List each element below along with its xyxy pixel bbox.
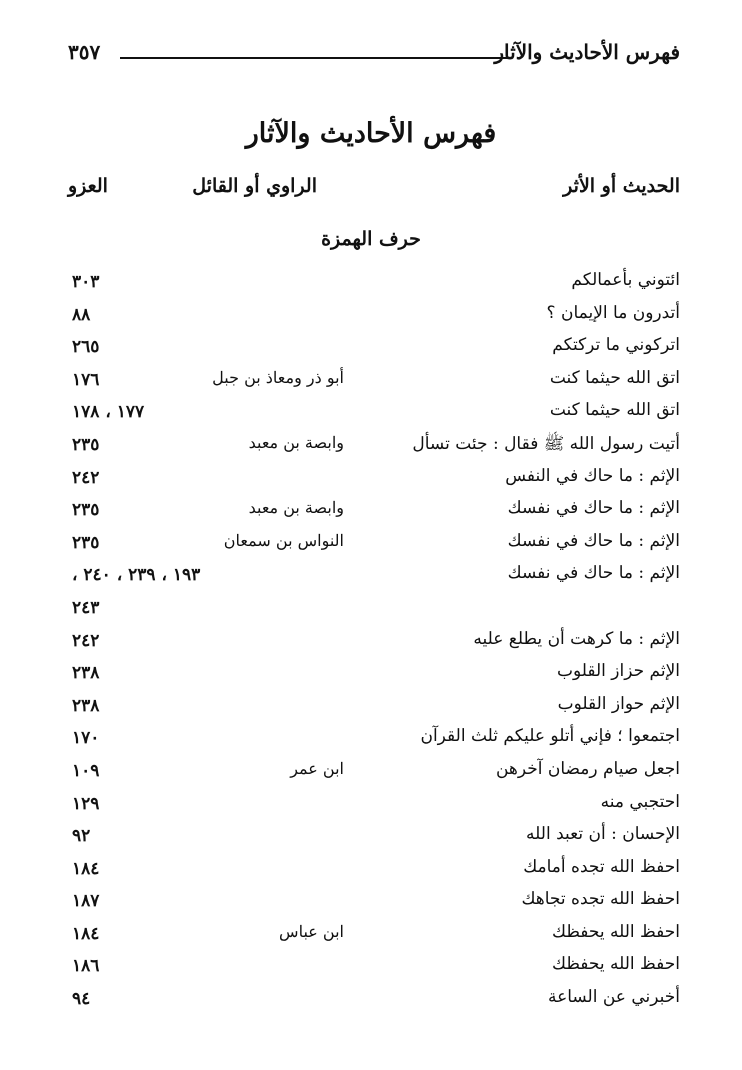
column-header-narrator: الراوي أو القائل: [192, 175, 317, 197]
hadith-text: الإثم حواز القلوب: [557, 693, 680, 714]
page-reference: ٢٤٢: [72, 630, 100, 651]
section-heading: حرف الهمزة: [321, 228, 421, 250]
index-entry: [0, 398, 742, 431]
running-title: فهرس الأحاديث والآثار: [494, 40, 680, 64]
page-reference: ١٢٩: [72, 793, 100, 814]
index-entry-continuation: [0, 594, 742, 627]
page-reference: ٢٣٥: [72, 434, 100, 455]
index-entry: [0, 366, 742, 399]
index-entry: [0, 920, 742, 953]
hadith-text: أتيت رسول الله ﷺ فقال : جئت تسأل: [412, 433, 680, 454]
index-entry: [0, 431, 742, 464]
index-entry: [0, 301, 742, 334]
hadith-text: الإثم : ما حاك في نفسك: [507, 530, 680, 551]
index-entry: [0, 627, 742, 660]
page-reference: ٩٤: [72, 989, 91, 1010]
index-entries: [0, 268, 742, 1018]
page-reference: ٢٣٨: [72, 663, 100, 684]
narrator-name: أبو ذر ومعاذ بن جبل: [212, 367, 344, 387]
index-entry: [0, 724, 742, 757]
index-entry: [0, 790, 742, 823]
narrator-name: وابصة بن معبد: [248, 498, 344, 518]
hadith-text: احفظ الله تجده تجاهك: [521, 889, 680, 910]
index-entry: [0, 659, 742, 692]
page-reference: ١٨٤: [72, 858, 100, 879]
hadith-text: أتدرون ما الإيمان ؟: [546, 302, 680, 323]
hadith-text: اتق الله حيثما كنت: [549, 400, 680, 421]
page-reference: ١٧٧ ، ١٧٨: [72, 402, 145, 423]
page-reference: ١٧٦: [72, 369, 100, 390]
index-entry: [0, 985, 742, 1018]
hadith-text: اجتمعوا ؛ فإني أتلو عليكم ثلث القرآن: [420, 726, 680, 747]
page-reference: ١٨٤: [72, 923, 100, 944]
hadith-text: اتق الله حيثما كنت: [549, 367, 680, 388]
page-reference: ٩٢: [72, 826, 91, 847]
index-entry: [0, 692, 742, 725]
index-entry: [0, 333, 742, 366]
page-reference: ٢٣٨: [72, 695, 100, 716]
header-rule: [120, 57, 512, 59]
index-entry: [0, 855, 742, 888]
index-entry: [0, 887, 742, 920]
page-reference: ١٠٩: [72, 760, 100, 781]
page-reference: ١٨٧: [72, 891, 100, 912]
page-reference: ٣٠٣: [72, 272, 100, 292]
page-reference: ٢٣٥: [72, 500, 100, 521]
narrator-name: ابن عباس: [279, 921, 344, 941]
narrator-name: وابصة بن معبد: [248, 432, 344, 452]
page-reference: ٢٦٥: [72, 337, 100, 358]
hadith-text: الإثم : ما حاك في النفس: [505, 465, 680, 486]
hadith-text: احفظ الله يحفظك: [552, 954, 680, 975]
running-header: [68, 40, 680, 70]
column-header-hadith: الحديث أو الأثر: [563, 175, 680, 197]
narrator-name: ابن عمر: [290, 758, 344, 778]
page-reference: ٢٤٣: [72, 597, 100, 618]
page-reference: ١٧٠: [72, 728, 100, 749]
index-entry: [0, 757, 742, 790]
index-entry: [0, 529, 742, 562]
hadith-text: الإثم : ما حاك في نفسك: [507, 563, 680, 584]
column-header-reference: العزو: [68, 175, 108, 197]
hadith-text: الإثم : ما حاك في نفسك: [507, 498, 680, 519]
hadith-text: الإحسان : أن تعبد الله: [526, 824, 680, 845]
index-entry: [0, 496, 742, 529]
page-reference: ٨٨: [72, 304, 91, 325]
hadith-text: احفظ الله تجده أمامك: [523, 856, 680, 877]
page-reference: ١٩٣ ، ٢٣٩ ، ٢٤٠ ،: [72, 565, 201, 586]
hadith-text: اجعل صيام رمضان آخرهن: [495, 758, 680, 779]
hadith-text: الإثم حزاز القلوب: [556, 661, 680, 682]
page-title: فهرس الأحاديث والآثار: [245, 118, 497, 149]
page-reference: ٢٣٥: [72, 532, 100, 553]
page-reference: ١٨٦: [72, 956, 100, 977]
index-entry: [0, 268, 742, 301]
hadith-text: أخبرني عن الساعة: [547, 987, 680, 1008]
hadith-text: اتركوني ما تركتكم: [552, 335, 680, 356]
page-number: ٣٥٧: [68, 40, 101, 64]
index-entry: [0, 464, 742, 497]
index-entry: [0, 952, 742, 985]
index-entry: [0, 561, 742, 594]
page-reference: ٢٤٢: [72, 467, 100, 488]
hadith-text: ائتوني بأعمالكم: [571, 270, 680, 290]
hadith-text: احفظ الله يحفظك: [552, 921, 680, 942]
hadith-text: الإثم : ما كرهت أن يطلع عليه: [473, 628, 680, 649]
narrator-name: النواس بن سمعان: [223, 530, 344, 550]
hadith-text: احتجبي منه: [600, 791, 680, 812]
index-entry: [0, 822, 742, 855]
